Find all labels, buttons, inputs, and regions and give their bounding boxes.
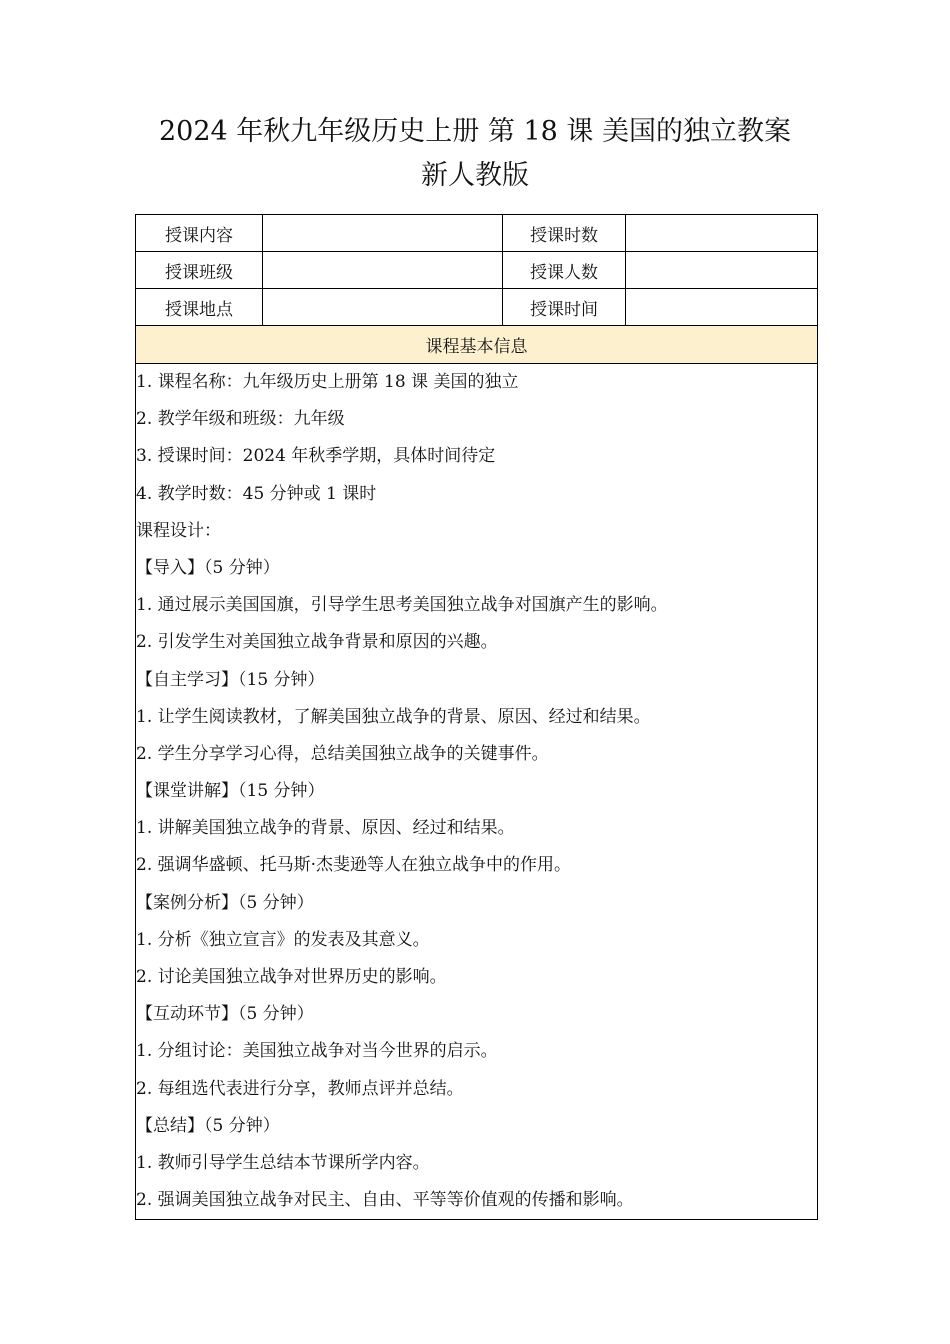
- table-row: [136, 326, 818, 364]
- content-line: 1. 讲解美国独立战争的背景、原因、经过和结果。: [136, 818, 515, 839]
- value-course-hours: [626, 215, 818, 252]
- value-course-time: [626, 289, 818, 326]
- label-course-content: 授课内容: [136, 215, 263, 252]
- label-course-hours: 授课时数: [503, 215, 626, 252]
- content-line: 【案例分析】（5 分钟）: [136, 892, 314, 913]
- content-line: 【自主学习】（15 分钟）: [136, 669, 325, 690]
- content-line: 2. 强调美国独立战争对民主、自由、平等等价值观的传播和影响。: [136, 1190, 634, 1211]
- content-line: 1. 分组讨论：美国独立战争对当今世界的启示。: [136, 1041, 498, 1062]
- content-line: 1. 通过展示美国国旗，引导学生思考美国独立战争对国旗产生的影响。: [136, 595, 668, 616]
- content-line: 2. 引发学生对美国独立战争背景和原因的兴趣。: [136, 632, 498, 653]
- table-row: [136, 252, 818, 289]
- content-line: 2. 强调华盛顿、托马斯·杰斐逊等人在独立战争中的作用。: [136, 855, 572, 876]
- content-line: 【互动环节】（5 分钟）: [136, 1004, 314, 1025]
- label-course-time: 授课时间: [503, 289, 626, 326]
- content-line: 课程设计：: [136, 520, 221, 541]
- lesson-plan-table: [135, 214, 818, 1220]
- content-line: 1. 让学生阅读教材，了解美国独立战争的背景、原因、经过和结果。: [136, 706, 651, 727]
- content-line: 1. 课程名称：九年级历史上册第 18 课 美国的独立: [136, 372, 519, 392]
- section-header-basic-info: 课程基本信息: [136, 326, 818, 364]
- table-row: [136, 215, 818, 252]
- table-row: [136, 289, 818, 326]
- content-line: 2. 教学年级和班级：九年级: [136, 409, 345, 430]
- content-line: 1. 教师引导学生总结本节课所学内容。: [136, 1152, 430, 1173]
- content-line: 【导入】（5 分钟）: [136, 557, 280, 578]
- content-line: 3. 授课时间：2024 年秋季学期，具体时间待定: [136, 446, 496, 467]
- content-line: 2. 每组选代表进行分享，教师点评并总结。: [136, 1078, 464, 1099]
- course-content-cell: [136, 364, 818, 1220]
- document-title-line-1: 2024 年秋九年级历史上册 第 18 课 美国的独立教案: [159, 116, 791, 147]
- document-title-line-2: 新人教版: [421, 160, 529, 191]
- table-row: [136, 364, 818, 1220]
- value-student-count: [626, 252, 818, 289]
- label-course-class: 授课班级: [136, 252, 263, 289]
- content-line: 4. 教学时数：45 分钟或 1 课时: [136, 483, 377, 504]
- content-line: 2. 讨论美国独立战争对世界历史的影响。: [136, 967, 447, 987]
- content-line: 1. 分析《独立宣言》的发表及其意义。: [136, 929, 430, 950]
- label-course-location: 授课地点: [136, 289, 263, 326]
- value-course-class: [263, 252, 503, 289]
- content-line: 【课堂讲解】（15 分钟）: [136, 781, 325, 802]
- content-line: 2. 学生分享学习心得，总结美国独立战争的关键事件。: [136, 743, 549, 764]
- value-course-content: [263, 215, 503, 252]
- label-student-count: 授课人数: [503, 252, 626, 289]
- content-line: 【总结】（5 分钟）: [136, 1115, 280, 1136]
- value-course-location: [263, 289, 503, 326]
